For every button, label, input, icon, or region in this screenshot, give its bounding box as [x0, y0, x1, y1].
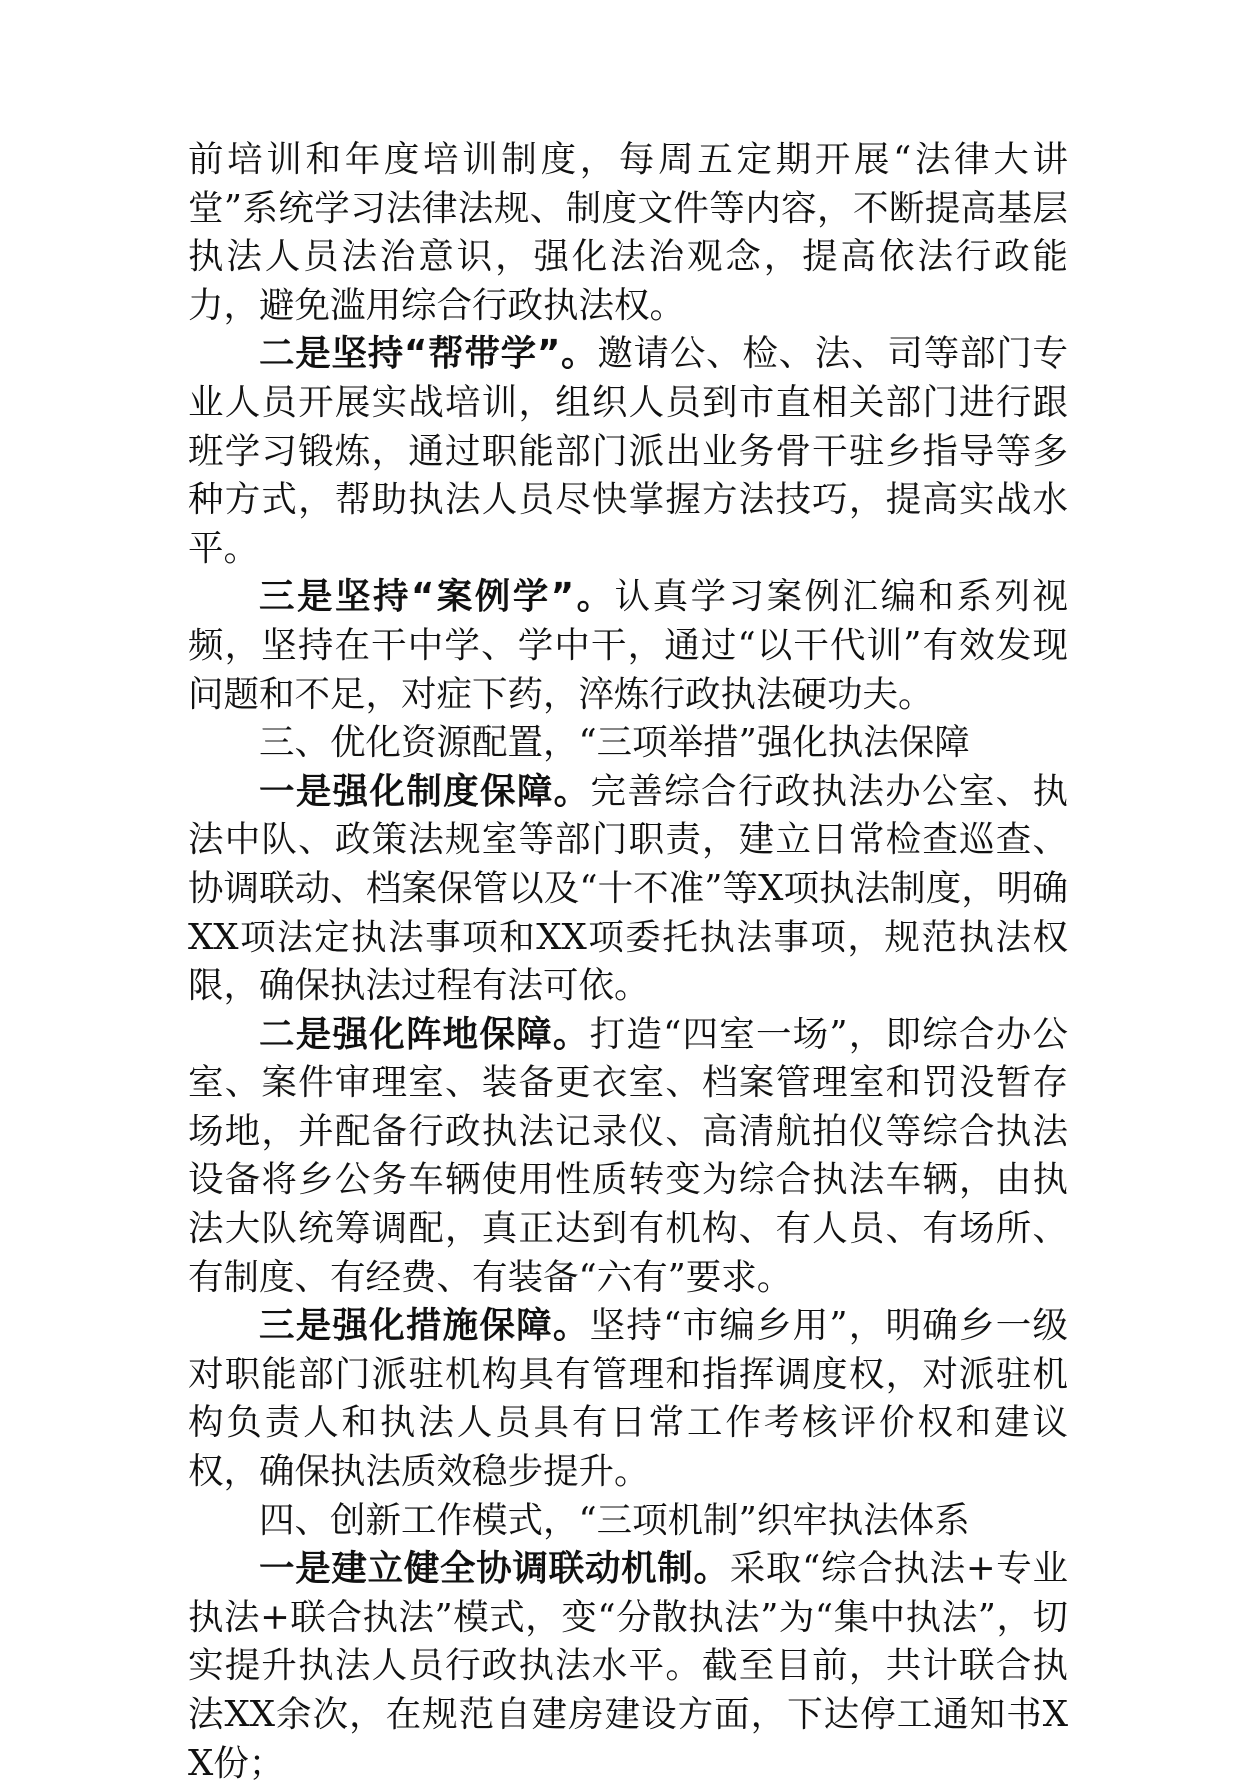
paragraph-lead: 二是坚持“帮带学”。: [259, 333, 598, 375]
section-heading-3: [188, 719, 1068, 768]
paragraph-lead: 三是强化措施保障。: [259, 1305, 590, 1347]
paragraph-text: 认真学习案例汇编和系列视频，坚持在干中学、学中干，通过“以干代训”有效发现问题和不足，对症下药，淬炼行政执法硬功夫。: [188, 576, 1068, 715]
document-page: [188, 136, 1068, 1788]
paragraph-case-learn: [188, 573, 1068, 719]
paragraph-text: 采取“综合执法+专业执法+联合执法”模式，变“分散执法”为“集中执法”，切实提升执法人员行政执法水平。截至目前，共计联合执法XX余次，在规范自建房建设方面，下达停工通知书XX份；: [188, 1548, 1068, 1784]
paragraph-lead: 一是强化制度保障。: [259, 770, 591, 812]
heading-text: 四、创新工作模式，“三项机制”织牢执法体系: [259, 1499, 970, 1541]
paragraph-help-learn: [188, 330, 1068, 573]
paragraph-system-guarantee: [188, 768, 1068, 1011]
paragraph-text: 打造“四室一场”，即综合办公室、案件审理室、装备更衣室、档案管理室和罚没暂存场地，并配备行政执法记录仪、高清航拍仪等综合执法设备将乡公务车辆使用性质转变为综合执法车辆，由执法大队统筹调配，真正达到有机构、有人员、有场所、有制度、有经费、有装备“六有”要求。: [188, 1013, 1068, 1298]
paragraph-text: 前培训和年度培训制度，每周五定期开展“法律大讲堂”系统学习法律法规、制度文件等内容，不断提高基层执法人员法治意识，强化法治观念，提高依法行政能力，避免滥用综合行政执法权。: [188, 139, 1068, 326]
paragraph-text: 邀请公、检、法、司等部门专业人员开展实战培训，组织人员到市直相关部门进行跟班学习锻炼，通过职能部门派出业务骨干驻乡指导等多种方式，帮助执法人员尽快掌握方法技巧，提高实战水平。: [188, 333, 1068, 569]
paragraph-text: 坚持“市编乡用”，明确乡一级对职能部门派驻机构具有管理和指挥调度权，对派驻机构负责人和执法人员具有日常工作考核评价权和建议权，确保执法质效稳步提升。: [188, 1305, 1068, 1493]
paragraph-lead: 二是强化阵地保障。: [259, 1013, 590, 1055]
paragraph-position-guarantee: [188, 1011, 1068, 1303]
paragraph-lead: 三是坚持“案例学”。: [259, 576, 615, 618]
heading-text: 三、优化资源配置，“三项举措”强化执法保障: [259, 722, 970, 764]
paragraph-continued: [188, 136, 1068, 330]
paragraph-lead: 一是建立健全协调联动机制。: [259, 1548, 730, 1590]
section-heading-4: [188, 1497, 1068, 1546]
paragraph-measure-guarantee: [188, 1302, 1068, 1496]
paragraph-text: 完善综合行政执法办公室、执法中队、政策法规室等部门职责，建立日常检查巡查、协调联动、档案保管以及“十不准”等X项执法制度，明确XX项法定执法事项和XX项委托执法事项，规范执法权限，确保执法过程有法可依。: [188, 770, 1068, 1007]
paragraph-coordination-mechanism: [188, 1545, 1068, 1788]
